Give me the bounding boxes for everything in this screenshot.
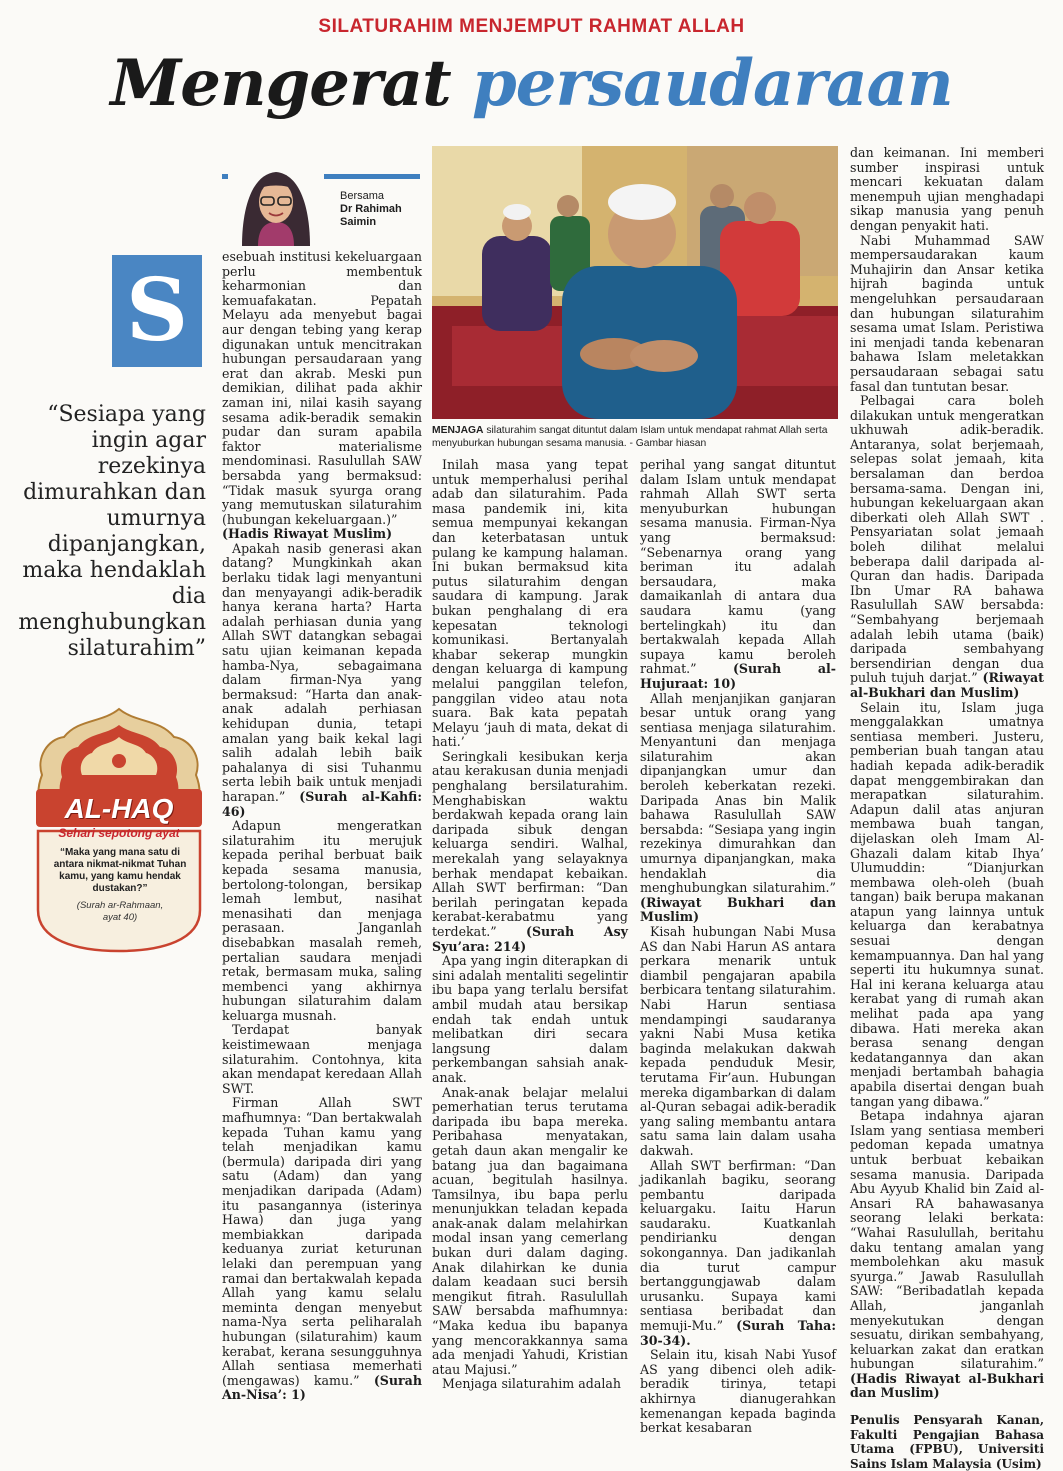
caption-lead: MENJAGA xyxy=(432,425,484,436)
col4-p2: Nabi Muhammad SAW mempersaudarakan kaum Muhajirin dan Ansar ketika hijrah baginda untuk mengeluhkan persaudaraan dan hubungan silaturahim sesama umat Islam. Peristiwa ini menjadi tanda kebenaran bahawa Islam meletakkan persaudaraan sebagai satu fasal dan tuntutan besar. xyxy=(850,232,1044,394)
col1-p4: Terdapat banyak keistimewaan menjaga silaturahim. Contohnya, kita akan mendapat keredaan Allah SWT. xyxy=(222,1022,422,1096)
col2-p3: Apa yang ingin diterapkan di sini adalah mentaliti segelintir ibu bapa yang terlalu bersifat ambil mudah atau bersikap endah tak endah untuk melibatkan diri secara langsung dalam perkembangan sahsiah anak-anak. xyxy=(432,953,628,1085)
al-haq-subtitle: Sehari sepotong ayat xyxy=(58,826,180,840)
al-haq-verse: “Maka yang mana satu di antara nikmat-nikmat Tuhan kamu, yang kamu hendak dustakan?” xyxy=(53,847,187,894)
col3-p1: perihal yang sangat dituntut dalam Islam untuk mendapat rahmah Allah SWT serta menyuburkan hubungan sesama manusia. Firman-Nya yang bermaksud: “Sebenarnya orang yang beriman itu adalah bersaudara, maka damaikanlah di antara dua saudara kamu (yang bertelingkah) itu dan bertakwalah kepada Allah supaya kamu beroleh rahmat.” xyxy=(640,457,836,677)
col1-p5: Firman Allah SWT mafhumnya: “Dan bertakwalah kepada Tuhan kamu yang telah menjadikan kamu (bermula) daripada diri yang satu (Adam) dan yang menjadikan daripada (Adam) itu pasangannya (isterinya Hawa) dan juga yang membiakkan daripada keduanya zuriat keturunan lelaki dan perempuan yang ramai dan bertakwalah kepada Allah yang kamu selalu meminta dengan menyebut nama-Nya serta peliharalah hubungan (silaturahim) kaum kerabat, kerana sesungguhnya Allah sentiasa memerhati (mengawas) kamu.” xyxy=(222,1095,422,1388)
headline-part1: Mengerat xyxy=(110,46,451,121)
col1-p1: esebuah institusi kekeluargaan perlu membentuk keharmonian dan kemuafakatan. Pepatah Melayu ada menyebut bagai aur dengan tebing yang kerap digunakan untuk mencitrakan hubungan persaudaraan yang erat dan akrab. Meski pun demikian, dilihat pada akhir zaman ini, nilai kasih sayang sesama adik-beradik semakin pudar dan suram apabila faktor materialisme mendominasi. Rasulullah SAW bersabda yang bermaksud: “Tidak masuk syurga orang yang memutuskan silaturahim (hubungan kekeluargaan.)” xyxy=(222,249,422,527)
dropcap: S xyxy=(112,255,202,367)
article-column-3 xyxy=(640,458,836,1436)
col3-p3: Kisah hubungan Nabi Musa AS dan Nabi Harun AS antara perkara menarik untuk diambil pengajaran apabila berbicara tentang silaturahim. Nabi Harun sentiasa mendampingi saudaranya yakni Nabi Musa ketika baginda melakukan dakwah kepada penduduk Mesir, terutama Fir’aun. Hubungan mereka digambarkan di dalam al-Quran sebagai adik-beradik yang saling membantu antara satu sama lain dalam usaha dakwah. xyxy=(640,924,836,1158)
col4-p5: Betapa indahnya ajaran Islam yang sentiasa memberi pedoman kepada umatnya untuk berbuat kebaikan sesama manusia. Daripada Abu Ayyub Khalid bin Zaid al-Ansari RA bahawasanya seorang lelaki berkata: “Wahai Rasulullah, beritahu daku tentang amalan yang membolehkan aku masuk syurga.” Jawab Rasulullah SAW: “Beribadatlah kepada Allah, janganlah menyekutukan dengan sesuatu, dirikan sembahyang, keluarkan zakat dan eratkan hubungan silaturahim.” xyxy=(850,1108,1044,1372)
col2-p1: Inilah masa yang tepat untuk memperhalusi perihal adab dan silaturahim. Pada masa pandemik ini, kita semua mempunyai kekangan dan keterbatasan untuk pulang ke kampung halaman. Ini bukan bermaksud kita putus silaturahim dengan saudara di kampung. Jarak bukan penghalang di era kepesatan teknologi komunikasi. Bertanyalah khabar sekerap mungkin dengan keluarga di kampung melalui panggilan telefon, panggilan video atau nota suara. Bak kata pepatah Melayu ‘jauh di mata, dekat di hati.’ xyxy=(432,457,628,750)
al-haq-title: AL-HAQ xyxy=(64,793,174,824)
col1-p5-ref: (Surah An-Nisa’: 1) xyxy=(222,1372,422,1403)
article-column-2 xyxy=(432,458,628,1392)
col3-p4-ref: (Surah Taha: 30-34). xyxy=(640,1318,836,1348)
col4-p4: Selain itu, Islam juga menggalakkan umatnya sentiasa memberi. Justeru, pemberian buah tangan atau hadiah kepada adik-beradik dapat menggembirakan dan merapatkan silaturahim. Adapun dalil atas anjuran membawa buah tangan, dijelaskan oleh Imam Al-Ghazali dalam kitab Ihya’ Ulumuddin: “Dianjurkan membawa oleh-oleh (buah tangan) baik berupa makanan atapun yang lainnya untuk keluarga dan kerabatnya sesuai dengan kemampuannya. Dan hal yang seperti itu hukumnya sunat. Hal ini kerana keluarga atau kerabat yang di rumah akan melihat pada apa yang dibawa. Hati mereka akan berasa senang dengan kedatangannya dan akan menjadi bertambah bahagia apabila disertai dengan buah tangan yang dibawa.” xyxy=(850,699,1044,1109)
al-haq-reference xyxy=(48,900,192,923)
al-haq-ref-line2: ayat 40) xyxy=(102,911,138,923)
al-haq-ref-line1: (Surah ar-Rahmaan, xyxy=(76,900,164,911)
byline-prefix: Bersama xyxy=(340,190,385,202)
kicker: SILATURAHIM MENJEMPUT RAHMAT ALLAH xyxy=(318,16,745,37)
byline-name-1: Dr Rahimah xyxy=(340,203,402,215)
col4-p3: Pelbagai cara boleh dilakukan untuk mengeratkan ukhuwah adik-beradik. Antaranya, solat berjemaah, selepas solat jemaah, kita bersalaman dan berdoa bersama-sama. Dengan ini, hubungan kekeluargaan akan diberkati oleh Allah SWT . Pensyariatan solat jemaah boleh dilihat melalui beberapa dalil daripada al-Quran dan hadis. Daripada Ibn Umar RA bahawa Rasulullah SAW bersabda: “Sembahyang berjemaah adalah lebih utama (baik) daripada sembahyang bersendirian dengan dua puluh tujuh darjat.” xyxy=(850,393,1044,686)
col3-p2: Allah menjanjikan ganjaran besar untuk orang yang sentiasa menjaga silaturahim. Menyantuni dan menjaga silaturahim akan dipanjangkan umur dan beroleh keberkatan rezeki. Daripada Anas bin Malik bahawa Rasulullah SAW bersabda: “Sesiapa yang ingin rezekinya dimurahkan dan umurnya dipanjangkan, maka hendaklah dia menghubungkan silaturahim.” xyxy=(640,690,836,896)
col2-p4: Anak-anak belajar melalui pemerhatian terus terutama daripada ibu bapa mereka. Peribahasa menyatakan, getah daun akan mengalir ke batang jua dan bagaimana acuan, begitulah hasilnya. Tamsilnya, ibu bapa perlu menunjukkan teladan kepada anak-anak dalam melahirkan modal insan yang cemerlang bukan duri dalam daging. Anak dilahirkan ke dunia dalam keadaan suci bersih mengikut fitrah. Rasulullah SAW bersabda mafhumnya: “Maka kedua ibu bapanya yang mencorakkannya sama ada menjadi Yahudi, Kristian atau Majusi.” xyxy=(432,1084,628,1377)
headline xyxy=(0,44,1063,124)
photo-caption xyxy=(432,424,838,450)
col2-p5: Menjaga silaturahim adalah xyxy=(442,1376,621,1392)
col2-p2: Seringkali kesibukan kerja atau kerakusan dunia menjadi penghalang bersilaturahim. Menghabiskan waktu berdakwah kepada orang lain daripada sibuk dengan keluarga sendiri. Walhal, merekalah yang selayaknya berhak mendapat kebaikan. Allah SWT berfirman: “Dan berilah peringatan kepada kerabat-kerabatmu yang terdekat.” xyxy=(432,748,628,939)
article-column-1 xyxy=(222,250,422,1403)
col4-p3-ref: (Riwayat al-Bukhari dan Muslim) xyxy=(850,670,1044,700)
headline-part2: persaudaraan xyxy=(471,46,953,121)
col3-p5: Selain itu, kisah Nabi Yusof AS yang dibenci oleh adik-beradik tirinya, tetapi akhirnya dianugerahkan kemenangan kepada baginda berkat kesabaran xyxy=(640,1347,836,1436)
col1-p1-ref: (Hadis Riwayat Muslim) xyxy=(222,526,393,542)
byline xyxy=(340,190,402,229)
caption-text: silaturahim sangat dituntut dalam Islam untuk mendapat rahmat Allah serta menyuburkan hubungan sesama manusia. - Gambar hiasan xyxy=(432,425,828,449)
col4-p1: dan keimanan. Ini memberi sumber inspirasi untuk mencari kekuatan dalam menempuh ujian menghadapi sikap manusia yang penuh dengan penyakit hati. xyxy=(850,145,1044,233)
article-column-4 xyxy=(850,146,1044,1471)
col3-p4: Allah SWT berfirman: “Dan jadikanlah bagiku, seorang pembantu daripada keluargaku. Iaitu Harun saudaraku. Kuatkanlah pendirianku dengan sokongannya. Dan jadikanlah dia turut campur bertanggungjawab dalam urusanku. Supaya kami sentiasa beribadat dan memuji-Mu.” xyxy=(640,1157,836,1334)
author-avatar xyxy=(228,160,324,246)
col3-p2-ref: (Riwayat Bukhari dan Muslim) xyxy=(640,894,836,925)
byline-name-2: Saimin xyxy=(340,216,377,228)
col1-p3: Adapun mengeratkan silaturahim itu merujuk kepada perihal berbuat baik kepada sesama manusia, bertolong-tolongan, bersikap lemah lembut, nasihat menasihati dan menjaga perasaan. Janganlah disebabkan masalah remeh, pertalian saudara menjadi retak, bermasam muka, saling membenci yang akhirnya hubungan silaturahim dalam keluarga musnah. xyxy=(222,818,422,1023)
pull-quote: “Sesiapa yang ingin agar rezekinya dimurahkan dan umurnya dipanjangkan, maka hendaklah dia menghubungkan silaturahim” xyxy=(18,402,206,661)
col3-p1-ref: (Surah al-Hujuraat: 10) xyxy=(640,661,836,691)
col1-p2-ref: (Surah al-Kahfi: 46) xyxy=(222,788,422,819)
col4-p5-ref: (Hadis Riwayat al-Bukhari dan Muslim) xyxy=(850,1370,1044,1401)
col2-p2-ref: (Surah Asy Syu’ara: 214) xyxy=(432,924,628,954)
article-photo xyxy=(432,146,838,419)
col1-p2: Apakah nasib generasi akan datang? Mungkinkah akan berlaku tidak lagi menyantuni dan menyayangi adik-beradik hanya kerana harta? Harta adalah perhiasan dunia yang Allah SWT datangkan sebagai satu ujian keimanan kepada hamba-Nya, sebagaimana dalam firman-Nya yang bermaksud: “Harta dan anak-anak adalah perhiasan kehidupan dunia, tetapi amalan yang baik kekal lagi salih adalah lebih baik pahalanya di sisi Tuhanmu serta lebih baik untuk menjadi harapan.” xyxy=(222,540,422,804)
author-footer: Penulis Pensyarah Kanan, Fakulti Pengajian Bahasa Utama (FPBU), Universiti Sains Islam Malaysia (Usim) xyxy=(850,1413,1044,1471)
